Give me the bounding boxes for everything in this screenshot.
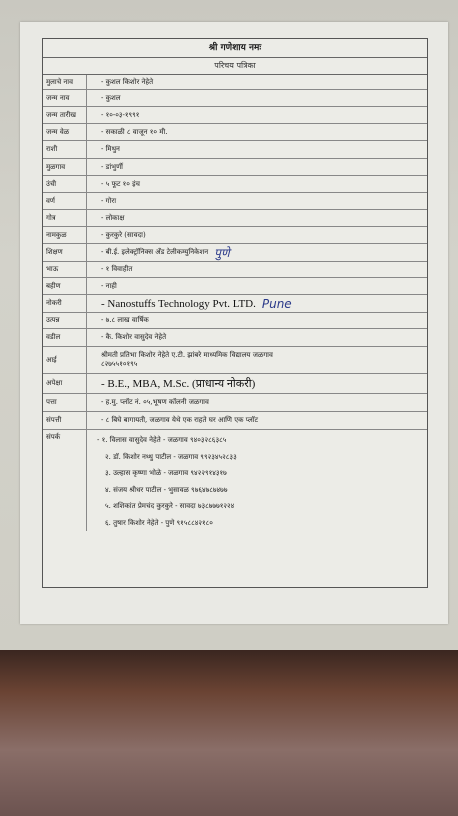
field-value-text: - मिथुन — [101, 145, 120, 153]
contact-item: ३. उल्हास कृष्णा भोळे - जळगाव ९४२२९१४३१७ — [105, 469, 227, 477]
field-label: जन्म वेळ — [43, 124, 87, 140]
field-value — [87, 159, 427, 175]
field-value-text: श्रीमती प्रतिभा किशोर नेहेते ए.टी. झांबरे माध्यमिक विद्यालय जळगाव — [101, 351, 273, 359]
field-label: नामकुळ — [43, 227, 87, 243]
field-value — [87, 394, 427, 411]
field-value-text: - ७.८ लाख वार्षिक — [101, 316, 149, 324]
field-value-text: - ह.मु. प्लॉट नं. ०५,भूषण कॉलनी जळगाव — [101, 398, 209, 406]
contact-label: संपर्क — [43, 430, 87, 531]
field-value — [87, 176, 427, 192]
field-row — [43, 210, 427, 227]
field-row — [43, 412, 427, 430]
field-row — [43, 278, 427, 295]
field-value-text: - ८ बिघे बागायती, जळगाव येथे एक राहते घर आणि एक प्लॉट — [101, 416, 259, 424]
field-value-text: - गोरा — [101, 196, 117, 205]
field-value — [87, 347, 427, 373]
field-value-text: - लोकाक्ष — [101, 213, 125, 222]
field-row — [43, 394, 427, 412]
contact-section — [43, 430, 427, 531]
field-label: अपेक्षा — [43, 374, 87, 393]
contact-item: ४. संजय श्रीधर पाटील - भुसावळ ९७६४७८७४७७ — [105, 485, 228, 494]
field-value — [87, 141, 427, 158]
contact-item: - १. विलास वासुदेव नेहेते - जळगाव ९४०३२८६३८५ — [97, 436, 227, 444]
background-table — [0, 650, 458, 816]
field-row — [43, 227, 427, 244]
field-label: भाऊ — [43, 262, 87, 277]
field-row — [43, 262, 427, 278]
field-value-text: - डांभुर्णी — [101, 162, 123, 171]
field-value — [87, 262, 427, 277]
field-row — [43, 75, 427, 90]
field-row — [43, 90, 427, 107]
field-row — [43, 124, 427, 141]
field-value — [87, 124, 427, 140]
field-label: मुलाचे नाव — [43, 75, 87, 89]
field-row — [43, 107, 427, 124]
field-label: मुळगाव — [43, 159, 87, 175]
field-label: वडील — [43, 329, 87, 346]
contact-item: २. डॉ. किशोर नथ्थु पाटील - जळगाव ९९२३४५२८३३ — [105, 452, 237, 461]
field-value — [87, 107, 427, 123]
field-label: शिक्षण — [43, 244, 87, 261]
field-label: पत्ता — [43, 394, 87, 411]
contact-item: ६. तुषार किशोर नेहेते - पुणे ९१५८८४२१८० — [105, 518, 213, 527]
field-value — [87, 295, 427, 312]
field-value — [87, 193, 427, 209]
field-value — [87, 313, 427, 328]
field-label: उंची — [43, 176, 87, 192]
field-row — [43, 176, 427, 193]
field-label: जन्म नाव — [43, 90, 87, 106]
field-label: गोत्र — [43, 210, 87, 226]
field-value — [87, 90, 427, 106]
field-label: बहीण — [43, 278, 87, 294]
field-value — [87, 75, 427, 89]
contact-item: ५. शशिकांत प्रेमचंद कुरकुरे - सावदा ७३८७७७१२२४ — [105, 502, 235, 510]
field-value-text: - कुशल — [101, 93, 121, 102]
field-row — [43, 141, 427, 159]
handwritten-note: पुणे — [214, 246, 230, 260]
field-row — [43, 295, 427, 313]
field-row — [43, 313, 427, 329]
field-label: संपत्ती — [43, 412, 87, 429]
field-value — [87, 227, 427, 243]
invocation-heading: श्री गणेशाय नमः — [43, 39, 427, 58]
biodata-card — [42, 38, 428, 588]
paper-sheet — [20, 22, 448, 624]
field-row — [43, 244, 427, 262]
field-row — [43, 347, 427, 374]
field-value-phone: ८२७५५१०१९५ — [101, 360, 138, 368]
field-label: राशी — [43, 141, 87, 158]
field-value-text: - १ विवाहीत — [101, 265, 133, 273]
field-row — [43, 329, 427, 347]
handwritten-note: Pune — [261, 296, 292, 311]
field-row — [43, 374, 427, 394]
field-value-text: - कै. किशोर वासुदेव नेहेते — [101, 333, 167, 341]
field-value-text: - Nanostuffs Technology Pvt. LTD. — [101, 297, 256, 310]
field-value — [87, 244, 427, 261]
field-value-text: - नाही — [101, 281, 117, 290]
field-value — [87, 329, 427, 346]
field-label: जन्म तारीख — [43, 107, 87, 123]
field-value — [87, 278, 427, 294]
document-title: परिचय पत्रिका — [43, 58, 427, 75]
field-row — [43, 193, 427, 210]
field-value-text: - B.E., MBA, M.Sc. (प्राधान्य नोकरी) — [101, 378, 256, 390]
field-value-text: - १०-०३-१९९१ — [101, 110, 140, 119]
field-row — [43, 159, 427, 176]
field-label: वर्ण — [43, 193, 87, 209]
field-value-text: - बी.ई. इलेक्ट्रॉनिक्स अँड टेलीकम्युनिकेशन — [101, 248, 209, 256]
contact-list — [87, 430, 427, 531]
field-label: आई — [43, 347, 87, 373]
field-value — [87, 412, 427, 429]
field-value — [87, 210, 427, 226]
field-value-text: - कुशल किशोर नेहेते — [101, 77, 154, 86]
field-value-text: - सकाळी ८ वाजून १० मी. — [101, 127, 168, 136]
biodata-fields — [43, 75, 427, 430]
field-value-text: - ५ फूट १० इंच — [101, 179, 140, 188]
field-label: उत्पन्न — [43, 313, 87, 328]
field-value-text: - कुरकुरे (सावदा) — [101, 230, 146, 239]
field-value — [87, 374, 427, 393]
field-label: नोकरी — [43, 295, 87, 312]
